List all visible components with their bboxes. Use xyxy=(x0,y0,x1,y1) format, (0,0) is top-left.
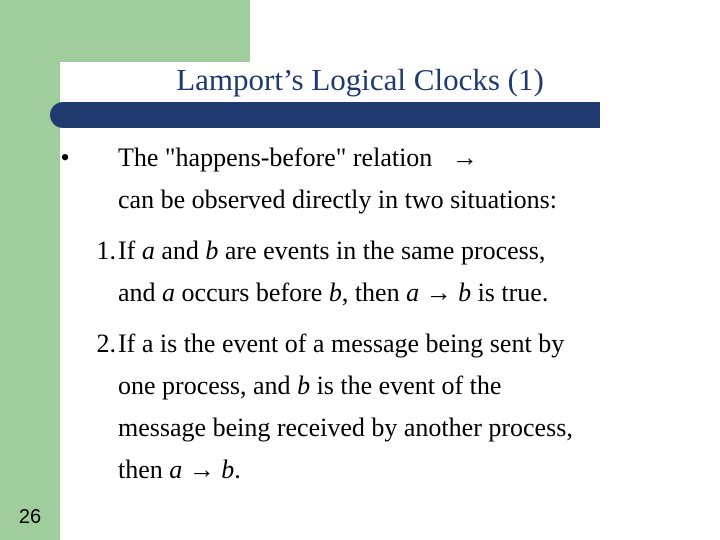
item-2-text xyxy=(118,323,688,491)
variable-b: b xyxy=(297,371,311,400)
item-1-line-2 xyxy=(118,272,688,314)
slide-number: 26 xyxy=(18,506,42,528)
item-1-text xyxy=(118,230,688,314)
text-run: occurs before xyxy=(175,278,329,307)
relation-expression: a → b xyxy=(406,278,472,307)
bullet-line-1: The "happens-before" relation → xyxy=(118,143,478,172)
bullet-line-2: can be observed directly in two situations: xyxy=(118,185,558,214)
text-run: If xyxy=(118,236,142,265)
bullet-text xyxy=(118,137,688,221)
text-run: is true. xyxy=(471,278,549,307)
text-run: and xyxy=(118,278,163,307)
text-run: is the event of the xyxy=(310,371,502,400)
variable-b: b xyxy=(205,236,219,265)
item-2-line-1: If a is the event of a message being sent by xyxy=(118,329,565,358)
text-run: are events in the same process, xyxy=(218,236,546,265)
item-2-marker: 2. xyxy=(96,329,116,358)
bullet-marker: • xyxy=(60,143,70,172)
variable-b: b xyxy=(328,278,342,307)
text-run: and xyxy=(154,236,206,265)
variable-a: a xyxy=(162,278,176,307)
text-run: one process, and xyxy=(118,371,298,400)
left-green-band xyxy=(0,0,60,540)
text-run: , then xyxy=(341,278,407,307)
text-run: then xyxy=(118,455,170,484)
item-1-marker: 1. xyxy=(96,236,116,265)
text-run: . xyxy=(234,455,241,484)
top-green-block xyxy=(0,0,250,62)
variable-a: a xyxy=(141,236,155,265)
item-2-line-4 xyxy=(118,449,688,491)
relation-expression: a → b xyxy=(169,455,235,484)
slide-title: Lamport’s Logical Clocks (1) xyxy=(176,62,544,97)
title-underline-bar xyxy=(50,102,600,128)
item-2-line-2 xyxy=(118,365,688,407)
item-2-line-3: message being received by another process, xyxy=(118,413,573,442)
item-1-line-1 xyxy=(118,230,688,272)
